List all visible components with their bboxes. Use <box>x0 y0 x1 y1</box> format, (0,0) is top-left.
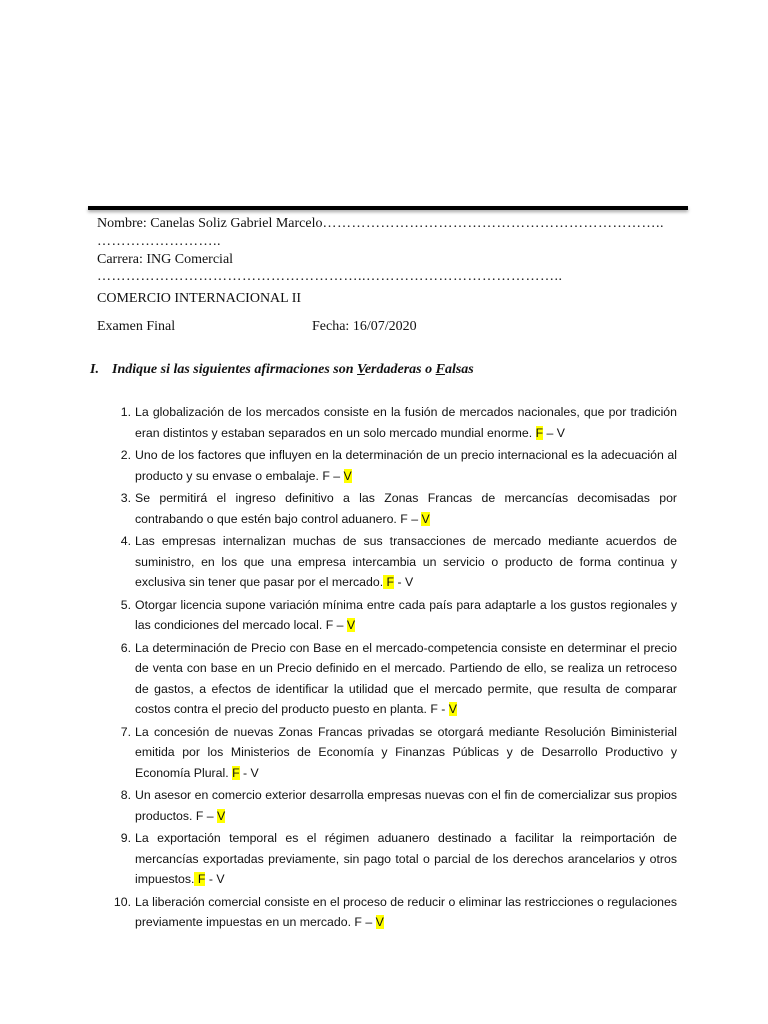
question-item <box>107 488 677 529</box>
question-item <box>107 638 677 720</box>
exam-line <box>97 319 417 335</box>
answer-false: F <box>354 915 362 929</box>
answer-true: V <box>421 511 430 526</box>
answer-false: F <box>322 468 330 483</box>
answer-choices <box>383 575 413 589</box>
answer-true: V <box>250 765 259 780</box>
answer-separator: – <box>543 425 557 440</box>
nombre-dots-continued: …………………….. <box>97 234 221 249</box>
answer-true: V <box>216 872 225 886</box>
answer-choices <box>232 766 259 780</box>
section-title-mid: erdaderas o <box>364 362 436 377</box>
question-number: 5. <box>120 597 131 612</box>
answer-separator: – <box>407 511 422 526</box>
answer-false: F <box>535 425 544 440</box>
answer-separator: – <box>333 618 347 632</box>
question-number: 2. <box>120 448 131 462</box>
question-text: La liberación comercial consiste en el proceso de reducir o eliminar las restricciones o regulaciones previamente impuestas en un mercado. <box>135 894 677 929</box>
answer-separator: - <box>394 575 405 589</box>
answer-false: F <box>195 808 204 823</box>
question-text: La determinación de Precio con Base en el mercado-competencia consiste en determinar el precio de venta con base en un Precio definido en el mercado. Partiendo de ello, se realiza un retroceso de gastos, a efectos de identificar la utilidad que el mercado permite, que resulta de comparar costos contra el precio del producto puesto en planta. <box>135 640 677 716</box>
question-text: Se permitirá el ingreso definitivo a las Zonas Francas de mercancías decomisadas por contrabando o que estén bajo control aduanero. <box>135 491 677 526</box>
answer-choices <box>400 512 429 526</box>
course-name: COMERCIO INTERNACIONAL II <box>97 291 302 306</box>
exam-type: Examen Final <box>97 319 176 334</box>
question-number: 10. <box>113 894 131 909</box>
question-number: 3. <box>120 491 131 505</box>
answer-choices <box>536 426 565 440</box>
question-text: La globalización de los mercados consiste en la fusión de mercados nacionales, que por tradición eran distintos y estaban separados en un solo mercado mundial enorme. <box>135 405 677 440</box>
answer-separator: – <box>203 808 218 823</box>
section-v-letter: V <box>357 362 365 377</box>
nombre-dots-line <box>97 234 221 250</box>
answer-separator: - <box>437 702 449 716</box>
answer-separator: - <box>239 765 251 780</box>
section-title-post: alsas <box>444 362 474 377</box>
question-text: Otorgar licencia supone variación mínima entre cada país para adaptarle a los gustos regionales y las condiciones del mercado local. <box>135 597 677 632</box>
exam-date: Fecha: 16/07/2020 <box>312 319 417 334</box>
question-text: La exportación temporal es el régimen aduanero destinado a facilitar la reimportación de mercancías exportadas previamente, sin pago total o parcial de los derechos arancelarios y otros impuestos. <box>135 831 677 886</box>
question-item <box>107 402 677 443</box>
answer-separator: – <box>329 468 344 483</box>
section-number: I. <box>90 362 99 377</box>
answer-false: F <box>232 765 240 780</box>
carrera-dots-line <box>97 269 563 285</box>
question-number: 4. <box>120 534 131 548</box>
course-title <box>97 291 301 307</box>
section-f-letter: F <box>435 362 445 377</box>
answer-true: V <box>217 808 226 823</box>
answer-false: F <box>325 618 334 632</box>
question-number: 9. <box>120 831 131 845</box>
answer-true: V <box>346 618 356 632</box>
answer-false: F <box>430 702 438 716</box>
nombre-dots: …………………………………………………………….. <box>322 216 664 231</box>
answer-false: F <box>400 511 408 526</box>
section-title-pre: Indique si las siguientes afirmaciones son <box>112 362 358 377</box>
answer-separator: – <box>361 915 376 929</box>
answer-choices <box>354 915 383 929</box>
carrera-line <box>97 252 233 268</box>
answer-choices <box>196 809 225 823</box>
section-heading <box>90 362 474 378</box>
question-item <box>107 828 677 890</box>
question-number: 8. <box>120 788 131 802</box>
question-item <box>107 531 677 593</box>
question-list <box>107 402 677 933</box>
answer-true: V <box>556 425 565 440</box>
question-text: Uno de los factores que influyen en la determinación de un precio internacional es la adecuación al producto y su envase o embalaje. <box>135 448 677 483</box>
question-item <box>107 445 677 486</box>
answer-separator: - <box>205 872 217 886</box>
answer-choices <box>430 702 457 716</box>
header-rule <box>88 206 688 210</box>
question-text: Un asesor en comercio exterior desarrolla empresas nuevas con el fin de comercializar sus propios productos. <box>135 788 677 823</box>
answer-true: V <box>448 702 457 716</box>
carrera-dots: ………………………………………………..………………………………….. <box>97 269 563 284</box>
question-item <box>107 892 677 933</box>
question-number: 6. <box>120 640 131 655</box>
question-text: Las empresas internalizan muchas de sus transacciones de mercado mediante acuerdos de suministro, en los que una empresa intercambia un servicio o producto de forma continua y exclusiva sin tener que pasar por el mercado. <box>135 534 677 589</box>
answer-true: V <box>375 915 384 929</box>
question-item <box>107 595 677 636</box>
question-item <box>107 722 677 784</box>
nombre-label: Nombre: Canelas Soliz Gabriel Marcelo <box>97 216 323 231</box>
answer-false: F <box>383 575 395 589</box>
question-number: 1. <box>120 405 131 419</box>
answer-choices <box>326 618 355 632</box>
question-text: La concesión de nuevas Zonas Francas privadas se otorgará mediante Resolución Biministerial emitida por los Ministerios de Economía y Finanzas Públicas y de Desarrollo Productivo y Economía Plural. <box>135 724 677 780</box>
question-item <box>107 785 677 826</box>
answer-true: V <box>405 575 414 589</box>
answer-false: F <box>194 872 206 886</box>
carrera-label: Carrera: ING Comercial <box>97 252 234 267</box>
answer-true: V <box>343 468 352 483</box>
answer-choices <box>194 872 224 886</box>
question-number: 7. <box>120 724 131 739</box>
nombre-line <box>97 216 664 232</box>
answer-choices <box>322 469 351 483</box>
